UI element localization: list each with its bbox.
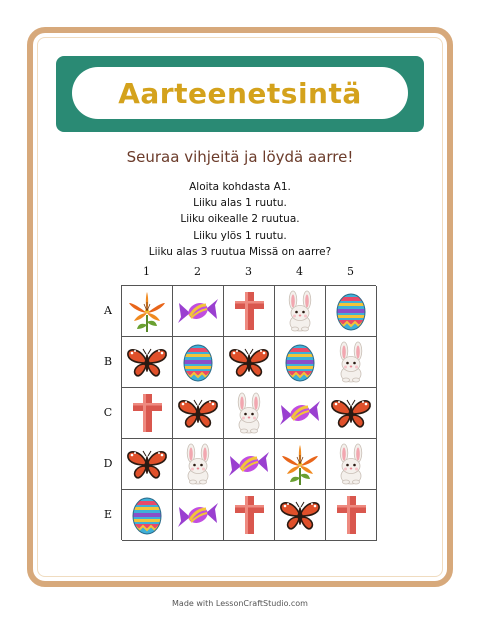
treasure-grid bbox=[121, 285, 376, 540]
row-label: C bbox=[103, 406, 113, 419]
column-label: 2 bbox=[194, 265, 201, 278]
grid-cell-B2 bbox=[173, 337, 224, 388]
grid-cell-C3 bbox=[224, 388, 275, 439]
column-label: 4 bbox=[296, 265, 303, 278]
instruction-line: Aloita kohdasta A1. bbox=[189, 181, 291, 193]
row-label: D bbox=[103, 457, 113, 470]
instruction-line: Liiku alas 1 ruutu. bbox=[193, 197, 287, 210]
grid-cell-C2 bbox=[173, 388, 224, 439]
grid-cell-B3 bbox=[224, 337, 275, 388]
butterfly-icon bbox=[176, 391, 220, 435]
grid-cell-E1 bbox=[122, 490, 173, 541]
page-title: Aarteenetsintä bbox=[118, 76, 362, 110]
grid-cell-B1 bbox=[122, 337, 173, 388]
grid-cell-D5 bbox=[326, 439, 377, 490]
grid-cell-D1 bbox=[122, 439, 173, 490]
butterfly-icon bbox=[227, 340, 271, 384]
grid-cell-D2 bbox=[173, 439, 224, 490]
grid-cell-B5 bbox=[326, 337, 377, 388]
subtitle: Seuraa vihjeitä ja löydä aarre! bbox=[126, 148, 354, 166]
lily-icon bbox=[278, 442, 322, 486]
butterfly-icon bbox=[125, 340, 169, 384]
grid-cell-A1 bbox=[122, 286, 173, 337]
bunny-icon bbox=[176, 442, 220, 486]
bunny-icon bbox=[329, 442, 373, 486]
candy-icon bbox=[227, 442, 271, 486]
instruction-line: Liiku oikealle 2 ruutua. bbox=[180, 213, 300, 226]
grid-cell-C4 bbox=[275, 388, 326, 439]
egg-icon bbox=[125, 493, 169, 537]
grid-cell-D3 bbox=[224, 439, 275, 490]
title-pill bbox=[72, 67, 408, 119]
grid-cell-A3 bbox=[224, 286, 275, 337]
instruction-line: Liiku ylös 1 ruutu. bbox=[193, 229, 287, 242]
egg-icon bbox=[329, 289, 373, 333]
bunny-icon bbox=[329, 340, 373, 384]
cross-icon bbox=[329, 493, 373, 537]
bunny-icon bbox=[278, 289, 322, 333]
grid-cell-B4 bbox=[275, 337, 326, 388]
grid-cell-A2 bbox=[173, 286, 224, 337]
cross-icon bbox=[227, 289, 271, 333]
row-labels bbox=[98, 285, 118, 540]
butterfly-icon bbox=[278, 493, 322, 537]
cross-icon bbox=[227, 493, 271, 537]
grid-cell-E3 bbox=[224, 490, 275, 541]
candy-icon bbox=[176, 289, 220, 333]
row-label: B bbox=[103, 355, 113, 368]
grid-cell-E5 bbox=[326, 490, 377, 541]
egg-icon bbox=[176, 340, 220, 384]
egg-icon bbox=[278, 340, 322, 384]
grid-cell-A5 bbox=[326, 286, 377, 337]
grid-cell-C1 bbox=[122, 388, 173, 439]
grid-cell-E2 bbox=[173, 490, 224, 541]
cross-icon bbox=[125, 391, 169, 435]
butterfly-icon bbox=[125, 442, 169, 486]
row-label: A bbox=[104, 304, 112, 317]
footer-credit: Made with LessonCraftStudio.com bbox=[172, 599, 308, 608]
row-label: E bbox=[103, 508, 113, 521]
grid-cell-D4 bbox=[275, 439, 326, 490]
instructions bbox=[0, 179, 480, 260]
lily-icon bbox=[125, 289, 169, 333]
instruction-line: Liiku alas 3 ruutua Missä on aarre? bbox=[148, 245, 332, 258]
candy-icon bbox=[176, 493, 220, 537]
column-label: 5 bbox=[347, 265, 354, 278]
bunny-icon bbox=[227, 391, 271, 435]
column-label: 3 bbox=[245, 265, 252, 278]
candy-icon bbox=[278, 391, 322, 435]
grid-cell-C5 bbox=[326, 388, 377, 439]
column-label: 1 bbox=[143, 265, 150, 278]
grid-cell-A4 bbox=[275, 286, 326, 337]
column-labels bbox=[121, 265, 376, 281]
grid-cell-E4 bbox=[275, 490, 326, 541]
butterfly-icon bbox=[329, 391, 373, 435]
